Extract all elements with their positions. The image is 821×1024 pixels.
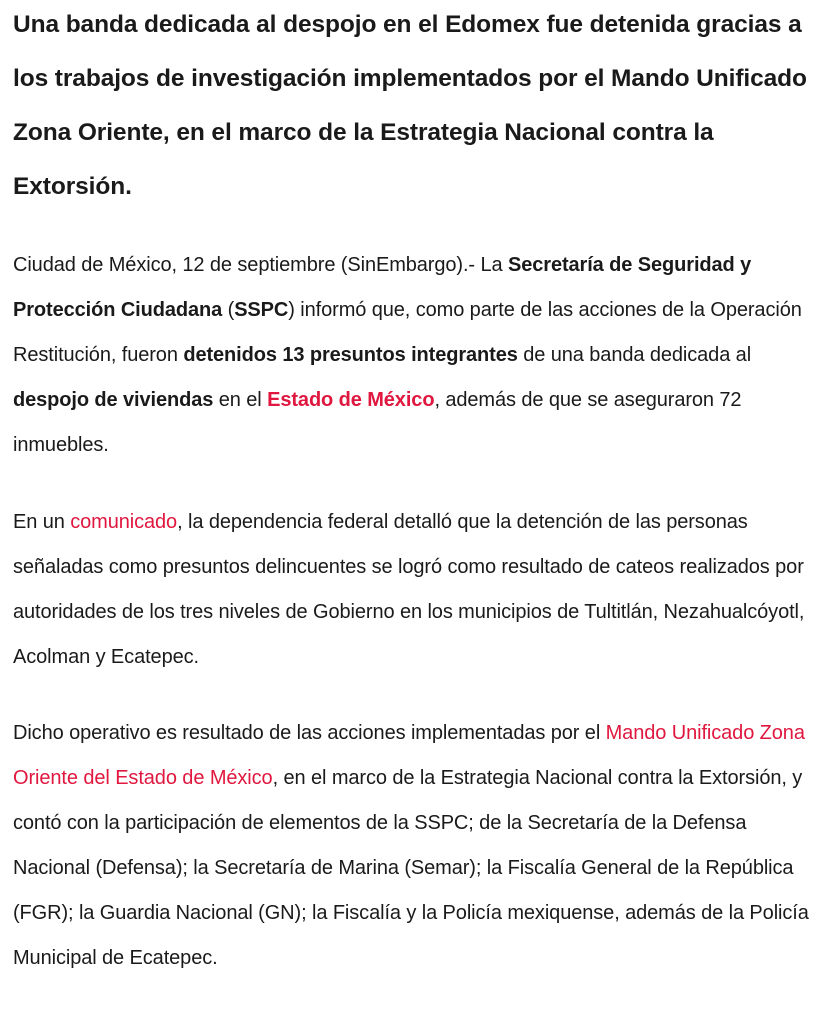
- p1-text-4: de una banda dedicada al: [517, 344, 752, 366]
- p1-bold-despojo: despojo de viviendas: [13, 389, 214, 411]
- article-lead-wrapper: [13, 0, 813, 214]
- link-comunicado[interactable]: comunicado: [70, 511, 178, 533]
- p3-text-2: , en el marco de la Estrategia Nacional contra la Extorsión, y contó con la participación de elementos de la SSPC; de la Secretaría de la Defensa Nacional (Defensa); la Secretaría de Marina (Semar); la Fiscalía General de la República (FGR); la Guardia Nacional (GN); la Fiscalía y la Policía mexiquense, además de la Policía Municipal de Ecatepec.: [13, 767, 809, 969]
- paragraph-1: [13, 243, 813, 468]
- p1-text-6: , además de que se aseguraron 72 inmuebles.: [13, 389, 742, 456]
- p1-text-5: en el: [213, 389, 268, 411]
- paragraph-2: [13, 500, 813, 680]
- p3-text-1: Dicho operativo es resultado de las acciones implementadas por el: [13, 722, 606, 744]
- p1-bold-sspc-name: Secretaría de Seguridad y Protección Ciudadana: [13, 254, 752, 321]
- p2-text-2: , la dependencia federal detalló que la detención de las personas señaladas como presuntos delincuentes se logró como resultado de cateos realizados por autoridades de los tres niveles de Gobierno en los municipios de Tultitlán, Nezahualcóyotl, Acolman y Ecatepec.: [13, 511, 805, 668]
- p1-text-2: (: [222, 299, 235, 321]
- article-lead: Una banda dedicada al despojo en el Edomex fue detenida gracias a los trabajos de investigación implementados por el Mando Unificado Zona Oriente, en el marco de la Estrategia Nacional contra la Extorsión.: [13, 11, 807, 200]
- link-estado-de-mexico[interactable]: Estado de México: [267, 389, 435, 411]
- p2-text-1: En un: [13, 511, 71, 533]
- paragraph-3: [13, 711, 813, 981]
- p1-bold-sspc: SSPC: [234, 299, 289, 321]
- link-mando-unificado[interactable]: Mando Unificado Zona Oriente del Estado de México: [13, 722, 805, 789]
- p1-text-1: Ciudad de México, 12 de septiembre (SinEmbargo).- La: [13, 254, 508, 276]
- p1-text-3: ) informó que, como parte de las acciones de la Operación Restitución, fueron: [13, 299, 802, 366]
- p1-bold-detenidos: detenidos 13 presuntos integrantes: [183, 344, 518, 366]
